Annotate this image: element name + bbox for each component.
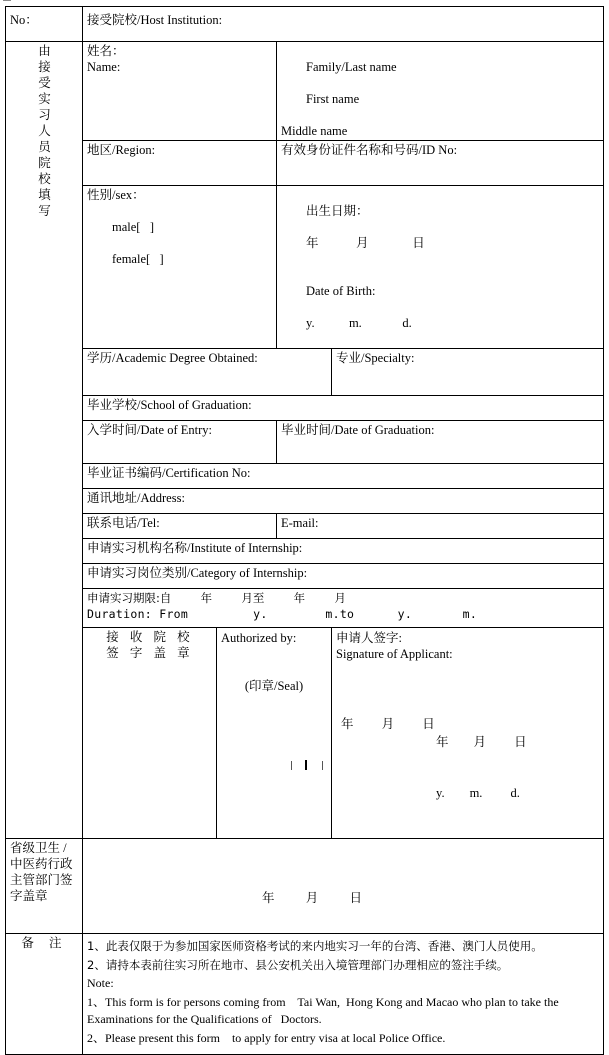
birth-en-units: y. m. d.	[306, 316, 412, 330]
address-field[interactable]: 通讯地址/Address:	[83, 489, 604, 514]
host-signature-label	[83, 628, 217, 839]
remark-line-2: Note:	[87, 976, 114, 990]
applicant-date-en: y. m. d.	[436, 786, 520, 800]
first-name-label: First name	[306, 92, 360, 106]
host-institution-field[interactable]: 接受院校/Host Institution:	[83, 7, 604, 42]
vchar-10: 写	[38, 204, 51, 218]
duration-label-cjk: 申请实习期限:自 年 月至 年 月	[87, 591, 346, 605]
table-row-school	[6, 396, 604, 421]
tel-field[interactable]: 联系电话/Tel:	[83, 514, 277, 539]
table-row-address	[6, 489, 604, 514]
vchar-3: 实	[38, 92, 51, 106]
table-row-institute	[6, 539, 604, 564]
vertical-label-applicant-school	[6, 42, 83, 839]
specialty-field[interactable]: 专业/Specialty:	[332, 349, 604, 396]
sex-cell[interactable]	[83, 186, 277, 349]
remarks-content	[83, 934, 604, 1055]
table-row-sex-birth	[6, 186, 604, 349]
birth-label-en	[281, 267, 600, 347]
duration-cell[interactable]	[83, 589, 604, 628]
vchar-2: 受	[38, 76, 51, 90]
remarks-label: 备 注	[6, 934, 83, 1055]
applicant-date-cjk: 年 月 日	[436, 735, 527, 749]
institute-of-internship-field[interactable]: 申请实习机构名称/Institute of Internship:	[83, 539, 604, 564]
vchar-0: 由	[38, 44, 51, 58]
vchar-9: 填	[38, 188, 51, 202]
form-page	[5, 6, 603, 1045]
table-row-certification	[6, 464, 604, 489]
remark-line-0: 1、此表仅限于为参加国家医师资格考试的来内地实习一年的台湾、香港、澳门人员使用。	[87, 939, 543, 953]
male-checkbox[interactable]: male[ ]	[112, 220, 154, 234]
dept-signature-date: 年 月 日	[262, 891, 363, 905]
table-row-entry-graduation	[6, 421, 604, 464]
dept-label-line-2: 主管部门签	[10, 873, 73, 887]
table-row-name	[6, 42, 604, 141]
certification-no-field[interactable]: 毕业证书编码/Certification No:	[83, 464, 604, 489]
vchar-4: 习	[38, 108, 51, 122]
name-label-cjk: 姓名：	[87, 44, 125, 58]
host-signature-label-line2: 签 字 盖 章	[106, 646, 194, 660]
email-field[interactable]: E-mail:	[277, 514, 604, 539]
top-corner-mark	[3, 0, 11, 4]
page-break-mark	[291, 761, 323, 770]
host-signature-label-line1: 接 收 院 校	[106, 630, 194, 644]
dept-label-line-0: 省级卫生 /	[10, 841, 67, 855]
remark-line-3: 1、This form is for persons coming from Tai Wan, Hong Kong and Macao who plan to take the Examinations for the Qualifications of Doctors.	[87, 994, 562, 1026]
vchar-6: 员	[38, 140, 51, 154]
table-row-category	[6, 564, 604, 589]
table-row-duration	[6, 589, 604, 628]
birth-en-text: Date of Birth:	[306, 284, 376, 298]
name-value-cell[interactable]	[277, 42, 604, 141]
authorized-by-label: Authorized by:	[221, 631, 297, 645]
id-no-field[interactable]: 有效身份证件名称和号码/ID No:	[277, 141, 604, 186]
remark-line-1: 2、请持本表前往实习所在地市、县公安机关出入境管理部门办理相应的签注手续。	[87, 958, 509, 972]
birth-label-cjk	[281, 187, 600, 267]
no-label: No：	[6, 7, 83, 42]
birth-cjk-text: 出生日期：	[306, 204, 369, 218]
table-row-remarks	[6, 934, 604, 1055]
dept-signature-label	[6, 839, 83, 934]
applicant-signature-cell[interactable]	[332, 628, 604, 839]
sex-options[interactable]	[87, 203, 273, 283]
female-checkbox[interactable]: female[ ]	[112, 252, 164, 266]
table-row-region	[6, 141, 604, 186]
name-label-cell	[83, 42, 277, 141]
table-row-dept-signature	[6, 839, 604, 934]
middle-name-label: Middle name	[281, 124, 348, 138]
date-of-graduation-field[interactable]: 毕业时间/Date of Graduation:	[277, 421, 604, 464]
dept-label-line-3: 字盖章	[10, 889, 48, 903]
duration-label-en: Duration: From y. m.to y. m.	[87, 607, 478, 621]
application-form-table	[5, 6, 604, 1055]
name-label-en: Name:	[87, 60, 121, 74]
category-of-internship-field[interactable]: 申请实习岗位类别/Category of Internship:	[83, 564, 604, 589]
family-first-name-labels	[281, 43, 600, 123]
academic-degree-field[interactable]: 学历/Academic Degree Obtained:	[83, 349, 332, 396]
vchar-8: 校	[38, 172, 51, 186]
seal-placeholder: (印章/Seal)	[244, 679, 304, 693]
host-signature-date: 年 月 日	[341, 717, 435, 731]
vchar-1: 接	[38, 60, 51, 74]
table-row-header	[6, 7, 604, 42]
dept-label-line-1: 中医药行政	[10, 857, 73, 871]
sex-label: 性别/sex：	[87, 188, 145, 202]
vchar-5: 人	[38, 124, 51, 138]
birth-cjk-units: 年 月 日	[306, 236, 425, 250]
applicant-signature-label-cjk: 申请人签字:	[336, 631, 402, 645]
region-field[interactable]: 地区/Region:	[83, 141, 277, 186]
date-of-entry-field[interactable]: 入学时间/Date of Entry:	[83, 421, 277, 464]
table-row-host-signature	[6, 628, 604, 839]
vchar-7: 院	[38, 156, 51, 170]
dept-signature-cell[interactable]	[83, 839, 604, 934]
table-row-degree	[6, 349, 604, 396]
date-of-birth-cell[interactable]	[277, 186, 604, 349]
family-last-name-label: Family/Last name	[306, 60, 397, 74]
applicant-signature-label-en: Signature of Applicant:	[336, 647, 453, 661]
school-of-graduation-field[interactable]: 毕业学校/School of Graduation:	[83, 396, 604, 421]
table-row-tel-email	[6, 514, 604, 539]
remark-line-4: 2、Please present this form to apply for entry visa at local Police Office.	[87, 1030, 446, 1045]
